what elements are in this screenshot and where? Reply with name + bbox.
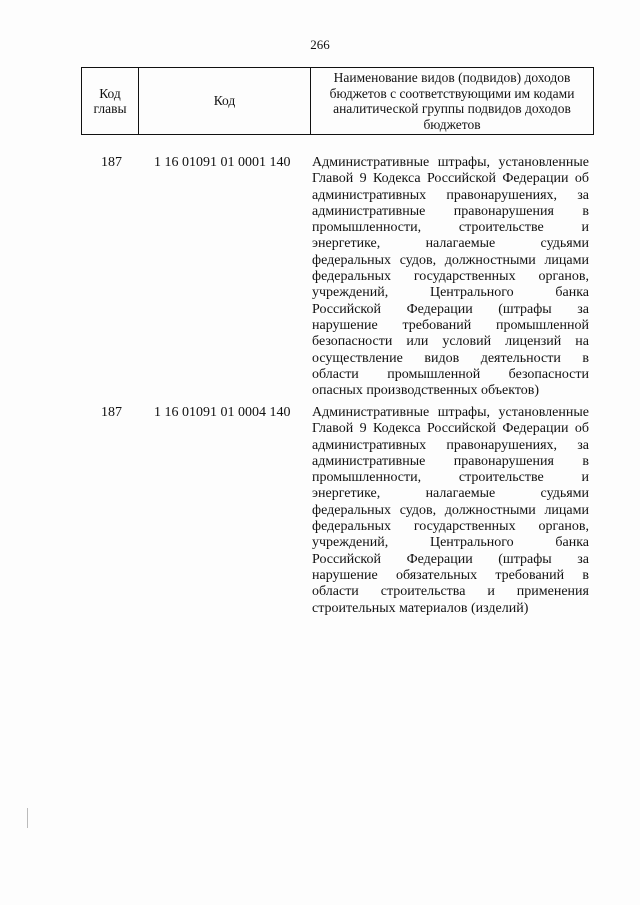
- word: государственных: [413, 519, 516, 535]
- description-line: [312, 269, 589, 285]
- word: безопасности: [508, 366, 589, 382]
- word: установленные: [498, 405, 589, 420]
- word: налагаемые: [425, 486, 496, 502]
- word: обязательных: [395, 567, 478, 583]
- description-line: [312, 535, 589, 551]
- description-line: [312, 367, 589, 383]
- word: штрафы,: [437, 405, 491, 420]
- word: Федерации: [406, 551, 473, 567]
- word: и: [487, 584, 495, 600]
- word: правонарушениях,: [446, 437, 558, 453]
- word: судьями: [540, 236, 589, 252]
- scan-margin-mark: [27, 808, 28, 828]
- word: органов,: [538, 269, 589, 285]
- description-line: опасных производственных объектов): [312, 383, 540, 399]
- word: условий: [442, 334, 492, 350]
- word: нарушение: [312, 567, 378, 583]
- word: правонарушения: [453, 203, 554, 219]
- description-line: строительных материалов (изделий): [312, 600, 529, 616]
- header-chapter-code-line: Код: [99, 85, 121, 101]
- word: промышленной: [387, 366, 481, 382]
- description-line: [312, 405, 589, 421]
- word: (штрафы: [498, 551, 552, 567]
- word: Главой: [312, 421, 354, 437]
- description-line: [312, 470, 589, 486]
- description-line: [312, 253, 589, 269]
- word: административные: [312, 203, 426, 219]
- word: административных: [312, 437, 427, 453]
- row-chapter-code: 187: [101, 405, 122, 420]
- word: Российской: [312, 551, 381, 567]
- row-code: 1 16 01091 01 0004 140: [154, 405, 291, 420]
- header-name: [311, 68, 594, 135]
- page-number: 266: [310, 37, 330, 52]
- description-line: [312, 302, 589, 318]
- word: Административные: [312, 405, 430, 420]
- header-name-line: Наименование видов (подвидов) доходов: [333, 70, 571, 85]
- word: учреждений,: [312, 535, 389, 551]
- description-line: [312, 552, 589, 568]
- word: штрафы,: [437, 155, 491, 170]
- word: деятельности: [480, 350, 561, 366]
- word: промышленности,: [312, 470, 422, 486]
- word: государственных: [413, 269, 516, 285]
- word: строительстве: [458, 470, 544, 486]
- word: федеральных: [312, 252, 392, 268]
- word: строительстве: [458, 220, 544, 236]
- description-line: [312, 438, 589, 454]
- word: видов: [424, 350, 460, 366]
- word: лицами: [544, 252, 589, 268]
- word: Административные: [312, 155, 430, 170]
- word: промышленности,: [312, 220, 422, 236]
- table-header: [81, 67, 594, 135]
- header-chapter-code-line: главы: [93, 101, 127, 116]
- header-name-line: бюджетов: [423, 116, 481, 132]
- description-line: [312, 568, 589, 584]
- header-chapter-code: [82, 68, 139, 135]
- word: энергетике,: [312, 236, 381, 252]
- description-line: [312, 454, 589, 470]
- word: энергетике,: [312, 486, 381, 502]
- description-line: [312, 351, 589, 367]
- word: должностными: [444, 252, 536, 268]
- word: Центрального: [429, 285, 514, 301]
- word: за: [577, 551, 589, 567]
- word: лицами: [544, 502, 589, 518]
- word: федеральных: [312, 519, 392, 535]
- word: области: [312, 584, 359, 600]
- word: применения: [516, 584, 589, 600]
- description-line: [312, 285, 589, 301]
- word: Главой: [312, 171, 354, 187]
- header-code: Код: [139, 68, 311, 135]
- word: банка: [555, 535, 589, 551]
- word: судьями: [540, 486, 589, 502]
- word: и: [581, 470, 589, 486]
- word: 9: [359, 421, 367, 437]
- word: Российской: [426, 421, 496, 437]
- word: Кодекса: [372, 171, 421, 187]
- word: федеральных: [312, 269, 392, 285]
- word: области: [312, 366, 359, 382]
- word: в: [582, 453, 589, 469]
- header-name-line: аналитической группы подвидов доходов: [333, 101, 571, 116]
- word: в: [582, 567, 589, 583]
- word: Кодекса: [372, 421, 421, 437]
- word: и: [581, 220, 589, 236]
- word: за: [577, 437, 589, 453]
- description-line: [312, 584, 589, 600]
- description-line: [312, 486, 589, 502]
- word: административные: [312, 453, 426, 469]
- word: учреждений,: [312, 285, 389, 301]
- word: административных: [312, 187, 427, 203]
- word: нарушение: [312, 317, 378, 333]
- word: Российской: [312, 301, 381, 317]
- word: лицензий: [505, 334, 562, 350]
- description-line: [312, 503, 589, 519]
- row-chapter-code: 187: [101, 155, 122, 170]
- word: на: [575, 334, 589, 350]
- word: в: [582, 350, 589, 366]
- word: установленные: [498, 155, 589, 170]
- description-line: [312, 155, 589, 171]
- word: должностными: [444, 502, 536, 518]
- word: промышленной: [496, 317, 589, 333]
- word: безопасности: [312, 334, 393, 350]
- word: 9: [359, 171, 367, 187]
- description-line: [312, 334, 589, 350]
- description-line: [312, 519, 589, 535]
- word: в: [582, 203, 589, 219]
- row-description: [312, 405, 589, 617]
- row-code: 1 16 01091 01 0001 140: [154, 155, 291, 170]
- word: за: [577, 187, 589, 203]
- word: федеральных: [312, 502, 392, 518]
- word: строительства: [380, 584, 466, 600]
- description-line: [312, 236, 589, 252]
- word: или: [406, 334, 429, 350]
- description-line: [312, 171, 589, 187]
- word: налагаемые: [425, 236, 496, 252]
- word: осуществление: [312, 350, 403, 366]
- header-name-line: бюджетов с соответствующими им кодами: [329, 85, 575, 101]
- description-line: [312, 188, 589, 204]
- word: об: [574, 171, 589, 187]
- word: органов,: [538, 519, 589, 535]
- word: за: [577, 301, 589, 317]
- word: судов,: [399, 252, 437, 268]
- description-line: [312, 421, 589, 437]
- word: об: [574, 421, 589, 437]
- description-line: [312, 204, 589, 220]
- word: правонарушения: [453, 453, 554, 469]
- word: требований: [402, 317, 472, 333]
- description-line: [312, 220, 589, 236]
- row-description: [312, 155, 589, 399]
- word: судов,: [399, 502, 437, 518]
- word: Федерации: [406, 301, 473, 317]
- word: Федерации: [502, 171, 569, 187]
- description-line: [312, 318, 589, 334]
- word: Российской: [426, 171, 496, 187]
- word: банка: [555, 285, 589, 301]
- word: (штрафы: [498, 301, 552, 317]
- word: требований: [495, 567, 565, 583]
- word: правонарушениях,: [446, 187, 558, 203]
- word: Федерации: [502, 421, 569, 437]
- word: Центрального: [429, 535, 514, 551]
